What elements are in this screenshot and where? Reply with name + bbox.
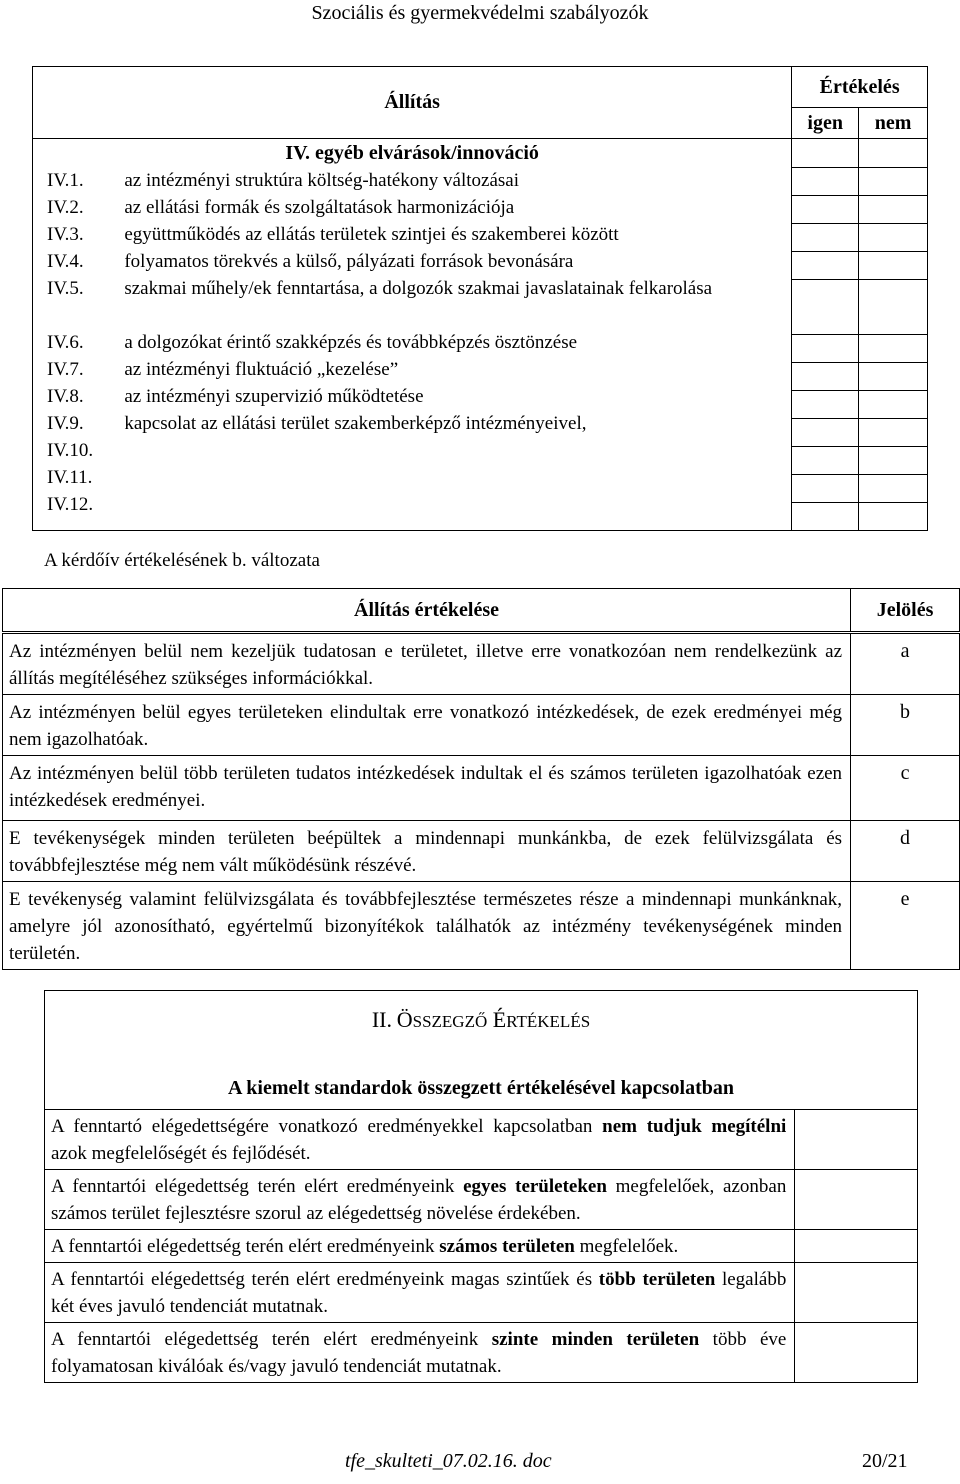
summary-statement: A fenntartói elégedettség terén elért eredményeink szinte minden területen több éve folyamatosan kiválóak és/vagy javuló tendenciát mutatnak. [45, 1322, 795, 1382]
nem-checkbox-cell[interactable] [859, 168, 927, 196]
statement-text: együttműködés az ellátás területek szintjei és szakemberei között [124, 224, 619, 245]
rating-description: Az intézményen belül nem kezeljük tudatosan e területet, illetve erre vonatkozóan nem rendelkezünk az állítás megítéléséhez szükséges információkkal. [3, 633, 851, 695]
summary-mark-cell[interactable] [795, 1322, 918, 1382]
nem-checkbox-cell[interactable] [859, 224, 927, 252]
igen-checkbox-cell[interactable] [792, 419, 858, 447]
nem-checkbox-cell[interactable] [859, 391, 927, 419]
nem-checkbox-cell[interactable] [859, 252, 927, 280]
summary-title [45, 991, 918, 1069]
rating-description: E tevékenység valamint felülvizsgálata és továbbfejlesztése természetes része a mindennapi munkánknak, amelyre jól azonosítható, egyértelmű bizonyítékok találhatók az intézmény tevékenységének minden területén. [3, 882, 851, 970]
summary-statement: A fenntartó elégedettségére vonatkozó eredményekkel kapcsolatban nem tudjuk megítélni azok megfelelőségét és fejlődését. [45, 1109, 795, 1169]
igen-checkbox-cell[interactable] [792, 503, 858, 530]
igen-checkbox-cell[interactable] [792, 335, 858, 363]
nem-checkbox-cell[interactable] [859, 335, 927, 363]
row-number: IV.10. [47, 440, 94, 461]
igen-checkbox-cell[interactable] [792, 196, 858, 224]
summary-title-roman: II. [371, 1007, 392, 1032]
igen-checkbox-cell[interactable] [792, 363, 858, 391]
statement-text [124, 464, 783, 491]
row-number: IV.11. [47, 467, 93, 488]
innovation-assessment-table [32, 66, 928, 531]
summary-statement: A fenntartói elégedettség terén elért eredményeink egyes területeken megfelelőek, azonban számos terület fejlesztésre szorul az elégedettség növelése érdekében. [45, 1169, 795, 1229]
statement-text: a dolgozókat érintő szakképzés és továbbképzés ösztönzése [124, 332, 578, 353]
igen-checkbox-cell[interactable] [792, 168, 858, 196]
section-igen-cell [792, 139, 859, 168]
statement-text: az ellátási formák és szolgáltatások harmonizációja [124, 197, 515, 218]
statement-text [124, 491, 783, 518]
section-title: IV. egyéb elvárások/innováció [33, 139, 792, 168]
nem-checkbox-cell[interactable] [859, 475, 927, 503]
column-header-jeloles: Jelölés [851, 589, 960, 633]
nem-checkbox-cell[interactable] [859, 447, 927, 475]
column-header-nem: nem [859, 108, 928, 139]
row-number: IV.5. [47, 278, 84, 299]
row-number: IV.8. [47, 386, 84, 407]
rating-description: Az intézményen belül egyes területeken elindultak erre vonatkozó intézkedések, de ezek eredményei még nem igazolhatóak. [3, 695, 851, 756]
igen-checkbox-cell[interactable] [792, 224, 858, 252]
footer-page-number: 20/21 [862, 1450, 908, 1472]
summary-statement: A fenntartói elégedettség terén elért eredményeink magas szintűek és több területen legalább két éves javuló tendenciát mutatnak. [45, 1262, 795, 1322]
column-header-ertekeles: Értékelés [792, 67, 928, 108]
nem-column [859, 167, 928, 530]
summary-evaluation-table [44, 990, 918, 1383]
column-header-allitas: Állítás [33, 67, 792, 139]
summary-title-word: RTÉKELÉS [506, 1012, 591, 1031]
statement-text: az intézményi szupervizió működtetése [124, 386, 424, 407]
footer-filename: tfe_skulteti_07.02.16. doc [345, 1450, 552, 1472]
rating-mark: d [851, 821, 960, 882]
rating-mark: a [851, 633, 960, 695]
row-number: IV.2. [47, 197, 84, 218]
summary-title-initial: É [492, 1007, 507, 1032]
row-number: IV.6. [47, 332, 84, 353]
summary-title-initial: Ö [396, 1007, 413, 1032]
nem-checkbox-cell[interactable] [859, 363, 927, 391]
igen-checkbox-cell[interactable] [792, 475, 858, 503]
column-header-allitas-ertekelese: Állítás értékelése [3, 589, 851, 633]
igen-checkbox-cell[interactable] [792, 280, 858, 335]
nem-checkbox-cell[interactable] [859, 196, 927, 224]
row-number: IV.4. [47, 251, 84, 272]
row-number-column [33, 167, 121, 530]
rating-description: E tevékenységek minden területen beépültek a mindennapi munkánkba, de ezek felülvizsgálata és továbbfejlesztése még nem vált működésünk részévé. [3, 821, 851, 882]
rating-mark: b [851, 695, 960, 756]
row-number: IV.12. [47, 494, 94, 515]
igen-checkbox-cell[interactable] [792, 447, 858, 475]
igen-column [792, 167, 859, 530]
row-number: IV.1. [47, 170, 84, 191]
evaluation-caption: A kérdőív értékelésének b. változata [44, 550, 320, 571]
statement-text [124, 437, 783, 464]
summary-mark-cell[interactable] [795, 1169, 918, 1229]
rating-mark: c [851, 756, 960, 821]
statement-text: kapcsolat az ellátási terület szakemberképző intézményeivel, [124, 413, 587, 434]
statement-text: az intézményi struktúra költség-hatékony változásai [124, 170, 519, 191]
nem-checkbox-cell[interactable] [859, 280, 927, 335]
page-header-title: Szociális és gyermekvédelmi szabályozók [311, 2, 649, 24]
summary-mark-cell[interactable] [795, 1109, 918, 1169]
igen-checkbox-cell[interactable] [792, 391, 858, 419]
summary-statement: A fenntartói elégedettség terén elért eredményeink számos területen megfelelőek. [45, 1229, 795, 1262]
rating-scale-table [2, 588, 960, 970]
summary-title-word: SSZEGZŐ [412, 1012, 488, 1031]
statement-column [120, 167, 791, 530]
rating-description: Az intézményen belül több területen tudatos intézkedések indultak el és számos területen igazolhatóak ezen intézkedések eredményei. [3, 756, 851, 821]
statement-text: szakmai műhely/ek fenntartása, a dolgozók szakmai javaslatainak felkarolása [124, 278, 713, 299]
summary-mark-cell[interactable] [795, 1262, 918, 1322]
section-nem-cell [859, 139, 928, 168]
nem-checkbox-cell[interactable] [859, 503, 927, 530]
rating-mark: e [851, 882, 960, 970]
row-number: IV.9. [47, 413, 84, 434]
column-header-igen: igen [792, 108, 859, 139]
statement-text: folyamatos törekvés a külső, pályázati források bevonására [124, 251, 574, 272]
statement-text: az intézményi fluktuáció „kezelése” [124, 359, 399, 380]
row-number: IV.7. [47, 359, 84, 380]
row-number: IV.3. [47, 224, 84, 245]
nem-checkbox-cell[interactable] [859, 419, 927, 447]
summary-subtitle: A kiemelt standardok összegzett értékelésével kapcsolatban [45, 1069, 918, 1110]
igen-checkbox-cell[interactable] [792, 252, 858, 280]
summary-mark-cell[interactable] [795, 1229, 918, 1262]
